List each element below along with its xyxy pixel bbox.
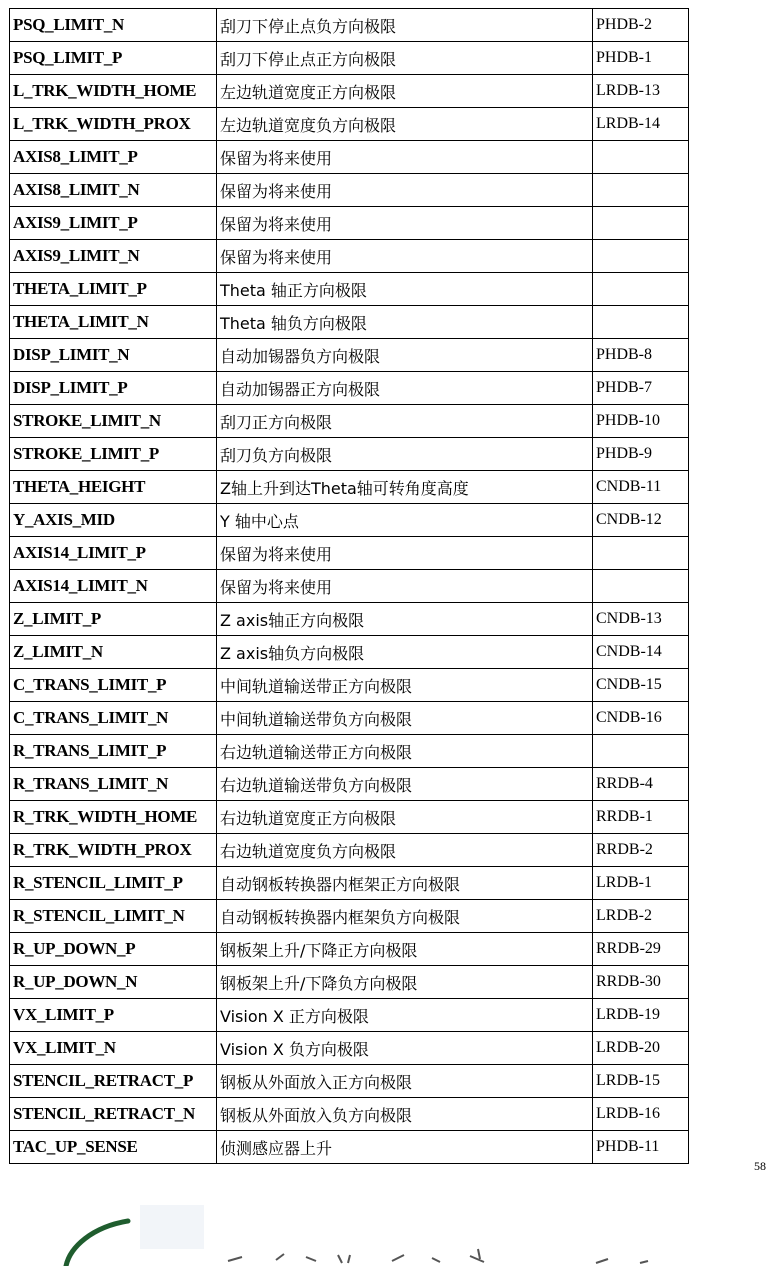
- description-cell: 自动钢板转换器内框架正方向极限: [217, 867, 593, 900]
- table-row: [10, 339, 689, 372]
- description-cell: 刮刀正方向极限: [217, 405, 593, 438]
- signal-name-cell: TAC_UP_SENSE: [10, 1131, 217, 1164]
- code-cell: RRDB-29: [593, 933, 689, 966]
- code-cell: LRDB-20: [593, 1032, 689, 1065]
- code-cell: [593, 174, 689, 207]
- code-cell: [593, 141, 689, 174]
- code-cell: CNDB-11: [593, 471, 689, 504]
- description-cell: 保留为将来使用: [217, 570, 593, 603]
- signal-name-cell: Y_AXIS_MID: [10, 504, 217, 537]
- code-cell: RRDB-1: [593, 801, 689, 834]
- table-row: [10, 306, 689, 339]
- code-cell: PHDB-11: [593, 1131, 689, 1164]
- signal-name-cell: AXIS9_LIMIT_P: [10, 207, 217, 240]
- description-cell: 保留为将来使用: [217, 141, 593, 174]
- description-cell: 保留为将来使用: [217, 174, 593, 207]
- table-row: [10, 768, 689, 801]
- logo-mark-8: [596, 1259, 608, 1263]
- description-cell: 刮刀负方向极限: [217, 438, 593, 471]
- table-row: [10, 1131, 689, 1164]
- table-row: [10, 42, 689, 75]
- description-cell: 自动加锡器负方向极限: [217, 339, 593, 372]
- logo-mark-3: [306, 1257, 316, 1261]
- code-cell: PHDB-2: [593, 9, 689, 42]
- signal-name-cell: Z_LIMIT_P: [10, 603, 217, 636]
- code-cell: [593, 207, 689, 240]
- signal-name-cell: STROKE_LIMIT_P: [10, 438, 217, 471]
- signal-name-cell: L_TRK_WIDTH_PROX: [10, 108, 217, 141]
- table-row: [10, 834, 689, 867]
- signal-table: [9, 8, 689, 1164]
- code-cell: LRDB-14: [593, 108, 689, 141]
- code-cell: LRDB-13: [593, 75, 689, 108]
- table-row: [10, 75, 689, 108]
- description-cell: 刮刀下停止点正方向极限: [217, 42, 593, 75]
- description-cell: Y 轴中心点: [217, 504, 593, 537]
- description-cell: 中间轨道输送带正方向极限: [217, 669, 593, 702]
- logo-swoosh: [66, 1221, 128, 1266]
- signal-name-cell: C_TRANS_LIMIT_P: [10, 669, 217, 702]
- logo-mark-6: [432, 1258, 440, 1262]
- signal-name-cell: R_UP_DOWN_P: [10, 933, 217, 966]
- logo-mark-7: [470, 1249, 484, 1262]
- table-row: [10, 669, 689, 702]
- table-row: [10, 471, 689, 504]
- signal-name-cell: L_TRK_WIDTH_HOME: [10, 75, 217, 108]
- table-row: [10, 999, 689, 1032]
- logo-mark-4: [338, 1255, 350, 1263]
- description-cell: 钢板从外面放入负方向极限: [217, 1098, 593, 1131]
- description-cell: 自动钢板转换器内框架负方向极限: [217, 900, 593, 933]
- signal-name-cell: STENCIL_RETRACT_P: [10, 1065, 217, 1098]
- description-cell: Theta 轴负方向极限: [217, 306, 593, 339]
- description-cell: 钢板架上升/下降正方向极限: [217, 933, 593, 966]
- signal-name-cell: R_TRANS_LIMIT_P: [10, 735, 217, 768]
- code-cell: [593, 306, 689, 339]
- description-cell: 右边轨道输送带负方向极限: [217, 768, 593, 801]
- description-cell: Z axis轴负方向极限: [217, 636, 593, 669]
- logo-mark-1: [228, 1257, 242, 1261]
- signal-name-cell: AXIS8_LIMIT_P: [10, 141, 217, 174]
- description-cell: Theta 轴正方向极限: [217, 273, 593, 306]
- company-logo: [40, 1205, 680, 1266]
- table-row: [10, 570, 689, 603]
- description-cell: Z轴上升到达Theta轴可转角度高度: [217, 471, 593, 504]
- table-row: [10, 636, 689, 669]
- table-row: [10, 1032, 689, 1065]
- description-cell: 右边轨道宽度负方向极限: [217, 834, 593, 867]
- code-cell: RRDB-30: [593, 966, 689, 999]
- code-cell: PHDB-9: [593, 438, 689, 471]
- code-cell: LRDB-16: [593, 1098, 689, 1131]
- code-cell: [593, 273, 689, 306]
- table-row: [10, 933, 689, 966]
- signal-name-cell: VX_LIMIT_P: [10, 999, 217, 1032]
- signal-name-cell: Z_LIMIT_N: [10, 636, 217, 669]
- description-cell: 刮刀下停止点负方向极限: [217, 9, 593, 42]
- table-row: [10, 966, 689, 999]
- code-cell: CNDB-16: [593, 702, 689, 735]
- table-row: [10, 504, 689, 537]
- signal-name-cell: R_TRK_WIDTH_HOME: [10, 801, 217, 834]
- table-row: [10, 801, 689, 834]
- description-cell: Vision X 正方向极限: [217, 999, 593, 1032]
- code-cell: CNDB-12: [593, 504, 689, 537]
- table-row: [10, 108, 689, 141]
- table-row: [10, 240, 689, 273]
- table-row: [10, 372, 689, 405]
- description-cell: Z axis轴正方向极限: [217, 603, 593, 636]
- table-row: [10, 1098, 689, 1131]
- table-row: [10, 273, 689, 306]
- description-cell: 左边轨道宽度正方向极限: [217, 75, 593, 108]
- signal-name-cell: R_UP_DOWN_N: [10, 966, 217, 999]
- description-cell: Vision X 负方向极限: [217, 1032, 593, 1065]
- signal-name-cell: THETA_HEIGHT: [10, 471, 217, 504]
- code-cell: LRDB-15: [593, 1065, 689, 1098]
- signal-name-cell: STENCIL_RETRACT_N: [10, 1098, 217, 1131]
- signal-name-cell: THETA_LIMIT_P: [10, 273, 217, 306]
- code-cell: LRDB-19: [593, 999, 689, 1032]
- logo-mark-2: [276, 1254, 284, 1260]
- signal-name-cell: THETA_LIMIT_N: [10, 306, 217, 339]
- code-cell: PHDB-1: [593, 42, 689, 75]
- signal-name-cell: R_TRANS_LIMIT_N: [10, 768, 217, 801]
- signal-name-cell: C_TRANS_LIMIT_N: [10, 702, 217, 735]
- signal-table-body: [10, 9, 689, 1164]
- signal-name-cell: R_STENCIL_LIMIT_P: [10, 867, 217, 900]
- table-row: [10, 141, 689, 174]
- description-cell: 右边轨道宽度正方向极限: [217, 801, 593, 834]
- logo-box: [140, 1205, 204, 1249]
- code-cell: CNDB-15: [593, 669, 689, 702]
- description-cell: 保留为将来使用: [217, 537, 593, 570]
- page-number: 58: [754, 1159, 766, 1173]
- table-row: [10, 735, 689, 768]
- description-cell: 侦测感应器上升: [217, 1131, 593, 1164]
- description-cell: 自动加锡器正方向极限: [217, 372, 593, 405]
- signal-name-cell: STROKE_LIMIT_N: [10, 405, 217, 438]
- table-row: [10, 438, 689, 471]
- table-row: [10, 9, 689, 42]
- code-cell: PHDB-7: [593, 372, 689, 405]
- table-row: [10, 603, 689, 636]
- code-cell: LRDB-1: [593, 867, 689, 900]
- description-cell: 中间轨道输送带负方向极限: [217, 702, 593, 735]
- signal-name-cell: PSQ_LIMIT_N: [10, 9, 217, 42]
- table-row: [10, 900, 689, 933]
- signal-name-cell: VX_LIMIT_N: [10, 1032, 217, 1065]
- signal-name-cell: AXIS8_LIMIT_N: [10, 174, 217, 207]
- description-cell: 左边轨道宽度负方向极限: [217, 108, 593, 141]
- code-cell: LRDB-2: [593, 900, 689, 933]
- signal-name-cell: DISP_LIMIT_P: [10, 372, 217, 405]
- signal-name-cell: AXIS9_LIMIT_N: [10, 240, 217, 273]
- signal-name-cell: R_TRK_WIDTH_PROX: [10, 834, 217, 867]
- description-cell: 右边轨道输送带正方向极限: [217, 735, 593, 768]
- table-row: [10, 405, 689, 438]
- signal-name-cell: R_STENCIL_LIMIT_N: [10, 900, 217, 933]
- table-row: [10, 867, 689, 900]
- code-cell: [593, 735, 689, 768]
- table-row: [10, 174, 689, 207]
- signal-name-cell: AXIS14_LIMIT_N: [10, 570, 217, 603]
- signal-name-cell: AXIS14_LIMIT_P: [10, 537, 217, 570]
- table-row: [10, 702, 689, 735]
- code-cell: RRDB-2: [593, 834, 689, 867]
- code-cell: RRDB-4: [593, 768, 689, 801]
- code-cell: PHDB-8: [593, 339, 689, 372]
- code-cell: [593, 537, 689, 570]
- code-cell: CNDB-14: [593, 636, 689, 669]
- logo-mark-5: [392, 1255, 404, 1261]
- code-cell: [593, 570, 689, 603]
- code-cell: PHDB-10: [593, 405, 689, 438]
- table-row: [10, 207, 689, 240]
- code-cell: CNDB-13: [593, 603, 689, 636]
- signal-name-cell: DISP_LIMIT_N: [10, 339, 217, 372]
- table-row: [10, 537, 689, 570]
- signal-name-cell: PSQ_LIMIT_P: [10, 42, 217, 75]
- description-cell: 保留为将来使用: [217, 207, 593, 240]
- description-cell: 钢板架上升/下降负方向极限: [217, 966, 593, 999]
- description-cell: 保留为将来使用: [217, 240, 593, 273]
- logo-mark-9: [640, 1261, 648, 1263]
- code-cell: [593, 240, 689, 273]
- table-row: [10, 1065, 689, 1098]
- description-cell: 钢板从外面放入正方向极限: [217, 1065, 593, 1098]
